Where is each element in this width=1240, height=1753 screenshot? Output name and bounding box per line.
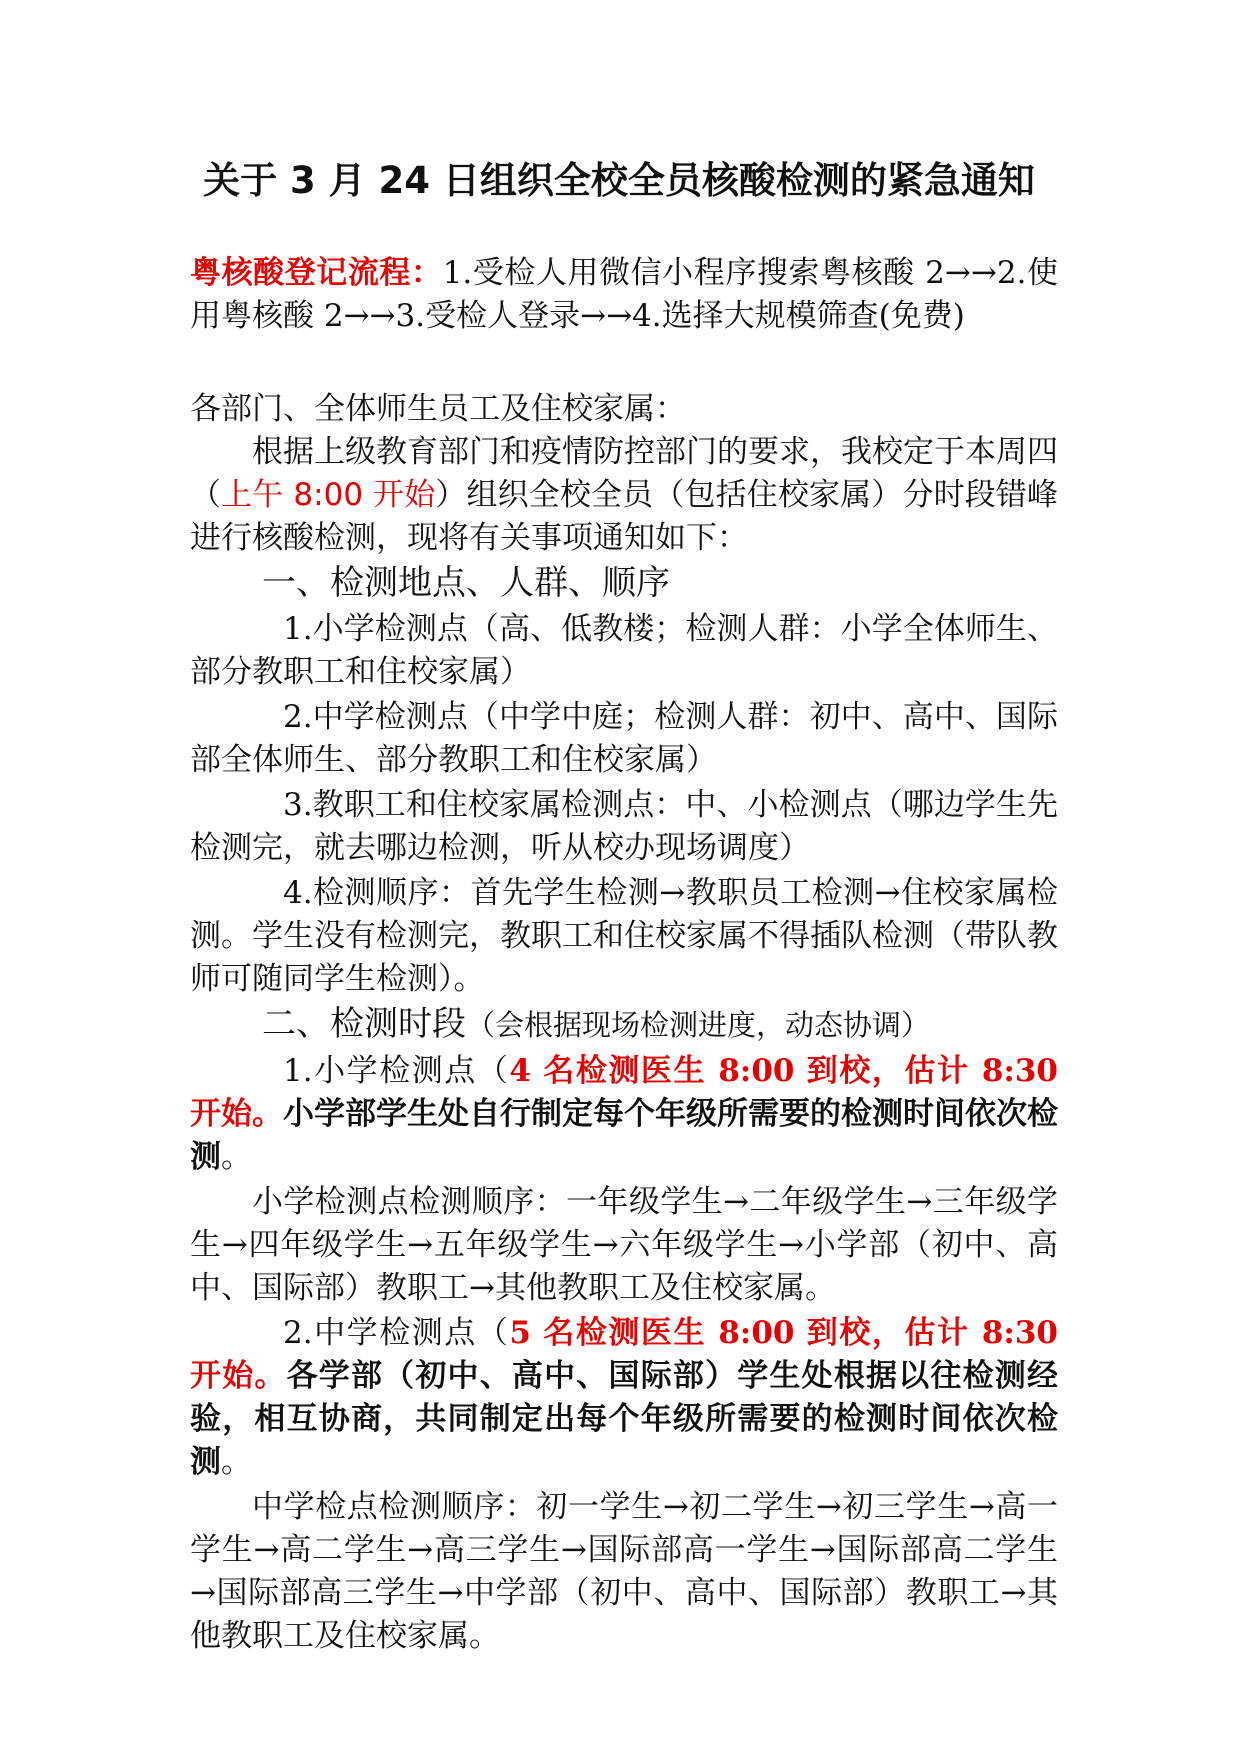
intro-text-2: ）组织全校全员（包括住校家属）分时段错峰进行核酸检测，现将有关事项通知如下：: [190, 477, 1059, 556]
intro-paragraph: [190, 431, 1058, 560]
primary-site-paragraph: [190, 1050, 1058, 1179]
intro-start-time: 上午 8:00 开始: [221, 477, 436, 513]
primary-site-doctors: 4 名检测医生 8:00 到校，估计 8:30 开始。: [190, 1053, 1059, 1132]
registration-label: 粤核酸登记流程：: [190, 255, 443, 291]
secondary-site-paragraph: [190, 1312, 1058, 1484]
secondary-site-prefix: 2.中学检测点（: [283, 1315, 510, 1351]
secondary-site-instruction: 各学部（初中、高中、国际部）学生处根据以往检测经验，相互协商，共同制定出每个年级所需要的检测时间依次检测: [190, 1358, 1058, 1480]
section1-item-3: 3.教职工和住校家属检测点：中、小检测点（哪边学生先检测完，就去哪边检测，听从校办现场调度）: [190, 787, 1058, 866]
secondary-site-doctors: 5 名检测医生 8:00 到校，估计 8:30 开始。: [190, 1315, 1059, 1394]
primary-site-order: 小学检测点检测顺序：一年级学生→二年级学生→三年级学生→四年级学生→五年级学生→六年级学生→小学部（初中、高中、国际部）教职工→其他教职工及住校家属。: [190, 1184, 1058, 1306]
section2-heading-note: （会根据现场检测进度，动态协调）: [466, 1008, 931, 1042]
registration-flow: [190, 252, 1058, 338]
secondary-site-suffix: 。: [221, 1444, 252, 1480]
document-page: [190, 150, 1058, 1658]
section2-heading: [262, 1001, 1058, 1048]
primary-site-prefix: 1.小学检测点（: [283, 1053, 510, 1089]
secondary-site-order: 中学检点检测顺序：初一学生→初二学生→初三学生→高一学生→高二学生→高三学生→国际部高一学生→国际部高二学生→国际部高三学生→中学部（初中、高中、国际部）教职工→其他教职工及住校家属。: [190, 1489, 1058, 1654]
registration-steps: 1.受检人用微信小程序搜索粤核酸 2→→2.使用粤核酸 2→→3.受检人登录→→4.选择大规模筛查(免费): [190, 255, 1059, 334]
section1-item-4: 4.检测顺序：首先学生检测→教职员工检测→住校家属检测。学生没有检测完，教职工和住校家属不得插队检测（带队教师可随同学生检测）。: [190, 875, 1058, 997]
primary-site-suffix: 。: [221, 1139, 252, 1175]
notice-title: 关于 3 月 24 日组织全校全员核酸检测的紧急通知: [203, 159, 1035, 202]
salutation: 各部门、全体师生员工及住校家属：: [190, 391, 686, 427]
section1-item-1: 1.小学检测点（高、低教楼；检测人群：小学全体师生、部分教职工和住校家属）: [190, 611, 1058, 690]
primary-site-instruction: 小学部学生处自行制定每个年级所需要的检测时间依次检测: [190, 1096, 1058, 1175]
intro-text-1: 根据上级教育部门和疫情防控部门的要求，我校定于本周四（: [190, 434, 1058, 513]
section2-heading-text: 二、检测时段: [262, 1004, 466, 1044]
section1-heading: 一、检测地点、人群、顺序: [262, 563, 670, 603]
section1-item-2: 2.中学检测点（中学中庭；检测人群：初中、高中、国际部全体师生、部分教职工和住校家属）: [190, 699, 1058, 778]
